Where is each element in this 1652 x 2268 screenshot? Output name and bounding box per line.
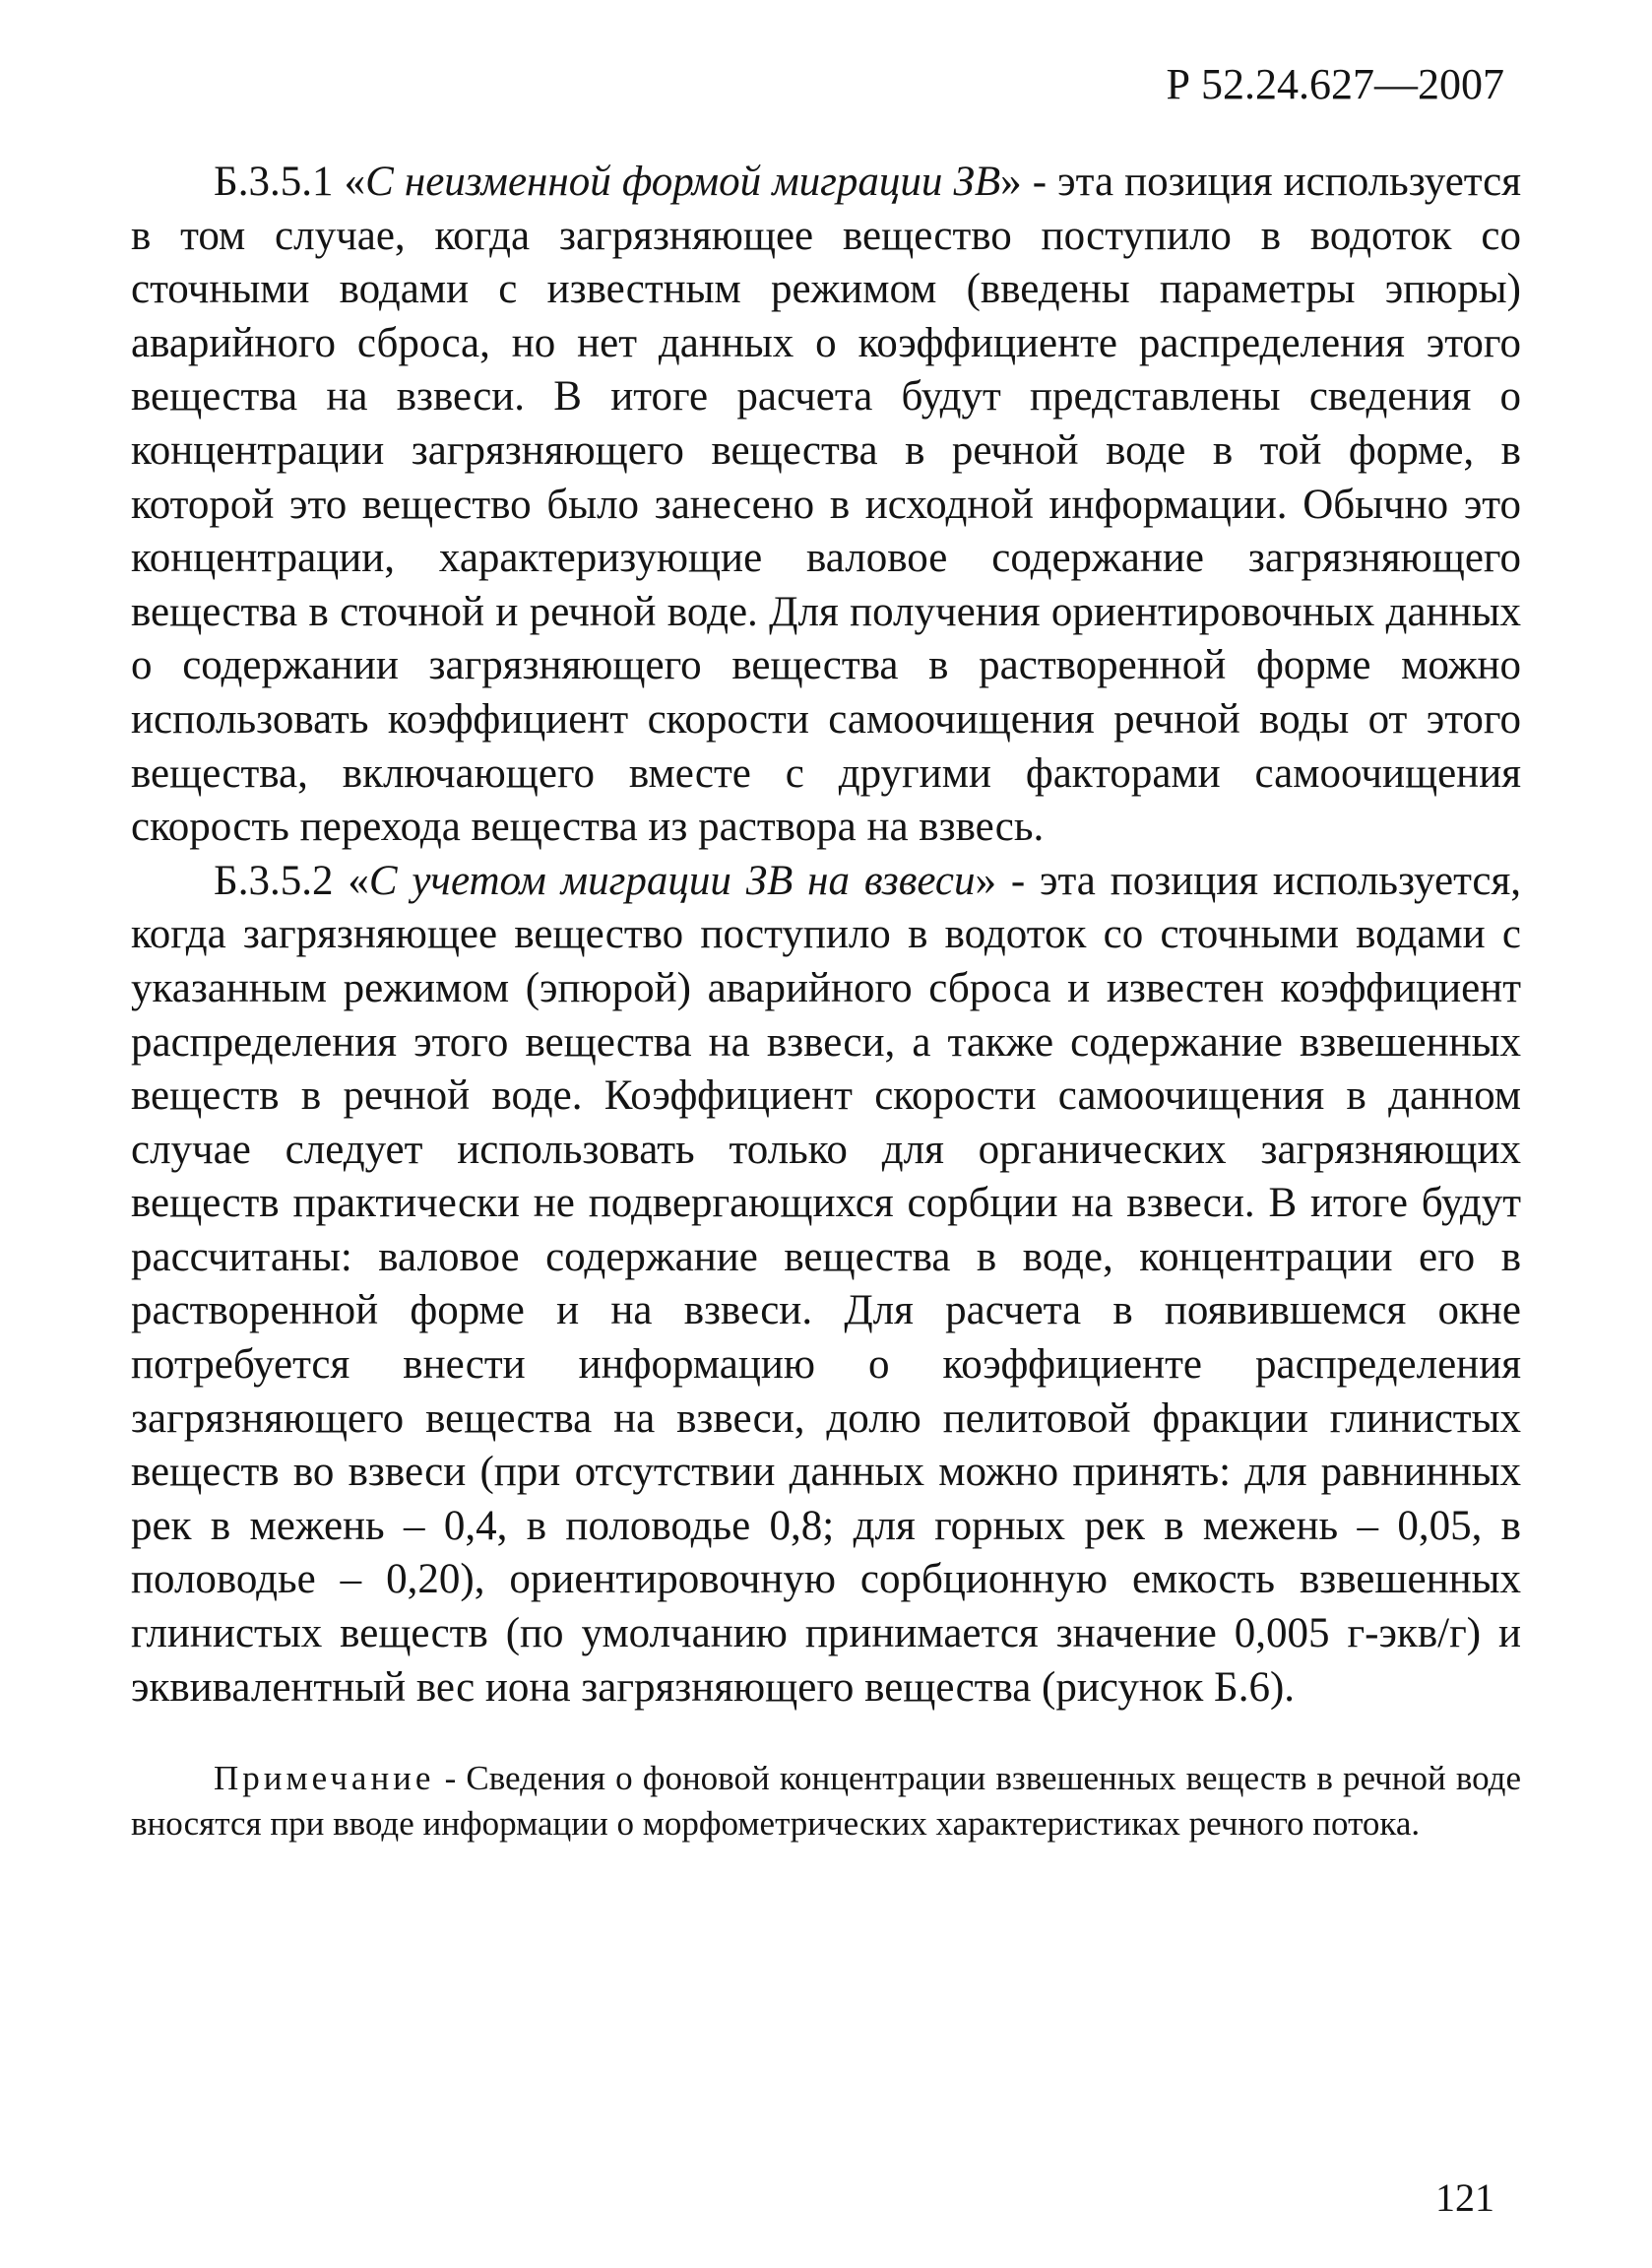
- document-code: Р 52.24.627—2007: [1166, 60, 1504, 108]
- page-content: [131, 156, 1521, 1881]
- clause-title: С учетом миграции ЗВ на взвеси: [368, 857, 976, 904]
- paragraph-b-3-5-1: [131, 156, 1521, 855]
- note-text: - Сведения о фоновой концентрации взвешенных веществ в речной воде вносятся при вводе информации о морфометрических характеристиках речного потока.: [131, 1759, 1521, 1844]
- note: [131, 1756, 1521, 1847]
- open-quote: «: [344, 159, 366, 205]
- close-quote: »: [1000, 159, 1022, 205]
- open-quote: «: [348, 857, 369, 904]
- clause-body: - эта позиция используется, когда загрязняющее вещество поступило в водоток со сточными водами с указанным режимом (эпюрой) аварийного сброса и известен коэффициент распределения этого вещества на взвеси, а также содержание взвешенных веществ в речной воде. Коэффициент скорости самоочищения в данном случае следует использовать только для органических загрязняющих веществ практически не подвергающихся сорбции на взвеси. В итоге будут рассчитаны: валовое содержание вещества в воде, концентрации его в растворенной форме и на взвеси. Для расчета в появившемся окне потребуется внести информацию о коэффициенте распределения загрязняющего вещества на взвеси, долю пелитовой фракции глинистых веществ во взвеси (при отсутствии данных можно принять: для равнинных рек в межень – 0,4, в половодье 0,8; для горных рек в межень – 0,05, в половодье – 0,20), ориентировочную сорбционную емкость взвешенных глинистых веществ (по умолчанию принимается значение 0,005 г-экв/г) и эквивалентный вес иона загрязняющего вещества (рисунок Б.6).: [131, 857, 1521, 1711]
- clause-number: Б.3.5.1: [214, 159, 334, 205]
- clause-body: - эта позиция используется в том случае, когда загрязняющее вещество поступило в водоток со сточными водами с известным режимом (введены параметры эпюры) аварийного сброса, но нет данных о коэффициенте распределения этого вещества на взвеси. В итоге расчета будут представлены сведения о концентрации загрязняющего вещества в речной воде в той форме, в которой это вещество было занесено в исходной информации. Обычно это концентрации, характеризующие валовое содержание загрязняющего вещества в сточной и речной воде. Для получения ориентировочных данных о содержании загрязняющего вещества в растворенной форме можно использовать коэффициент скорости самоочищения речной воды от этого вещества, включающего вместе с другими факторами самоочищения скорость перехода вещества из раствора на взвесь.: [131, 159, 1521, 851]
- note-label: Примечание: [214, 1759, 435, 1798]
- close-quote: »: [975, 857, 996, 904]
- clause-number: Б.3.5.2: [214, 857, 334, 904]
- clause-title: С неизменной формой миграции ЗВ: [365, 159, 1001, 205]
- paragraph-b-3-5-2: [131, 855, 1521, 1716]
- page-number: 121: [1435, 2175, 1494, 2220]
